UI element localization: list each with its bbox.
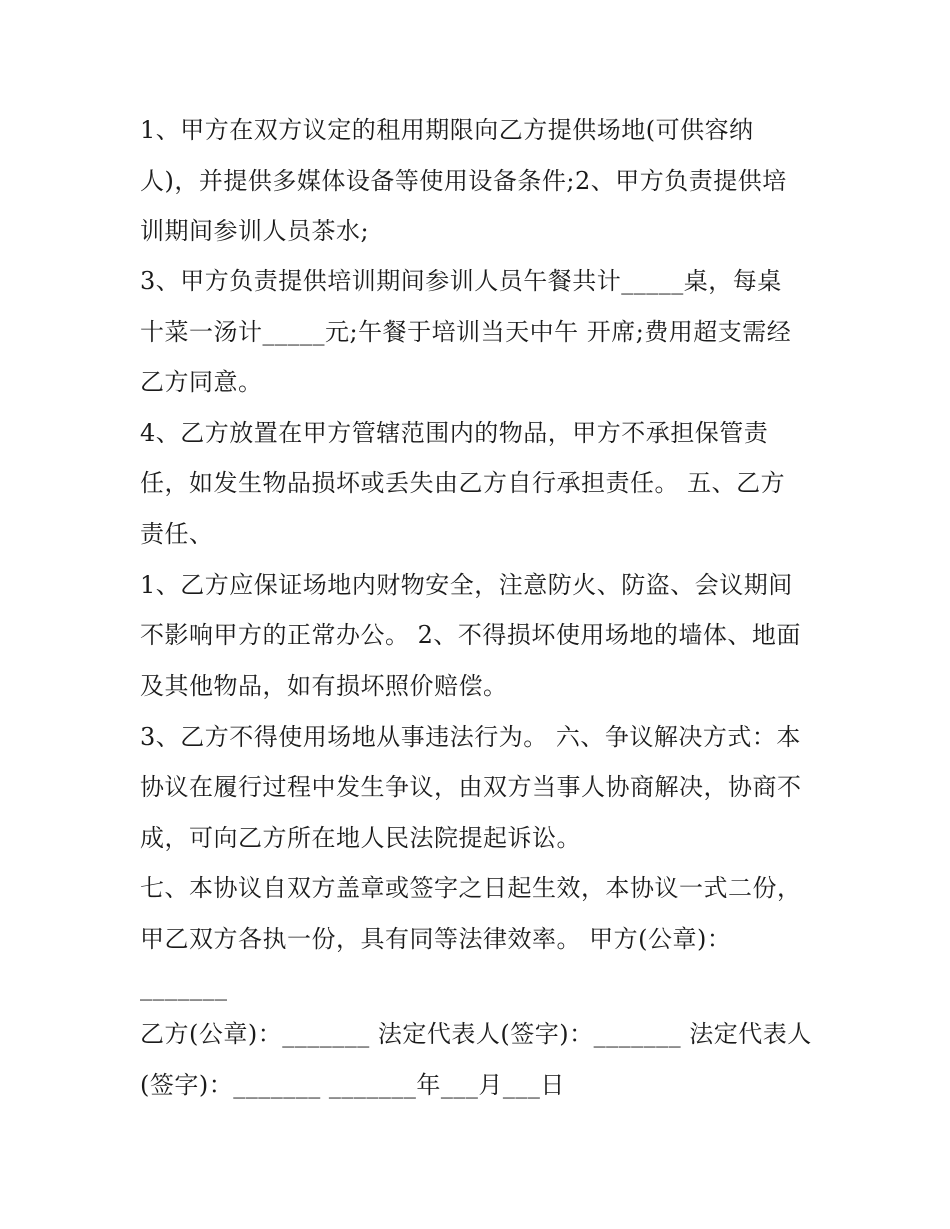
- text-line: 乙方(公章)：_______ 法定代表人(签字)：_______ 法定代表人: [140, 1020, 812, 1048]
- text-line: 乙方同意。: [140, 368, 263, 396]
- text-line: 责任、: [140, 520, 214, 548]
- text-line: 1、甲方在双方议定的租用期限向乙方提供场地(可供容纳: [140, 116, 754, 144]
- text-line: 4、乙方放置在甲方管辖范围内的物品，甲方不承担保管责: [140, 419, 769, 447]
- text-line: 及其他物品，如有损坏照价赔偿。: [140, 672, 508, 700]
- text-line: 1、乙方应保证场地内财物安全，注意防火、防盗、会议期间: [140, 571, 793, 599]
- text-line: 十菜一汤计_____元;午餐于培训当天中午 开席;费用超支需经: [140, 318, 792, 346]
- text-line: 协议在履行过程中发生争议，由双方当事人协商解决，协商不: [140, 773, 802, 801]
- text-line: 任，如发生物品损坏或丢失由乙方自行承担责任。 五、乙方: [140, 469, 786, 497]
- text-line: (签字)：_______ _______年___月___日: [140, 1071, 565, 1099]
- text-line: 甲乙双方各执一份，具有同等法律效率。 甲方(公章)：: [140, 925, 732, 953]
- text-line: 人)，并提供多媒体设备等使用设备条件;2、甲方负责提供培: [140, 167, 787, 195]
- signature-blank: _______: [140, 973, 228, 1001]
- text-line: 3、乙方不得使用场地从事违法行为。 六、争议解决方式：本: [140, 723, 801, 751]
- text-line: 成，可向乙方所在地人民法院提起诉讼。: [140, 824, 581, 852]
- text-line: 不影响甲方的正常办公。 2、不得损坏使用场地的墙体、地面: [140, 621, 801, 649]
- text-line: 3、甲方负责提供培训期间参训人员午餐共计_____桌，每桌: [140, 267, 782, 295]
- text-line: 训期间参训人员茶水;: [140, 217, 370, 245]
- text-line: 七、本协议自双方盖章或签字之日起生效，本协议一式二份，: [140, 874, 802, 902]
